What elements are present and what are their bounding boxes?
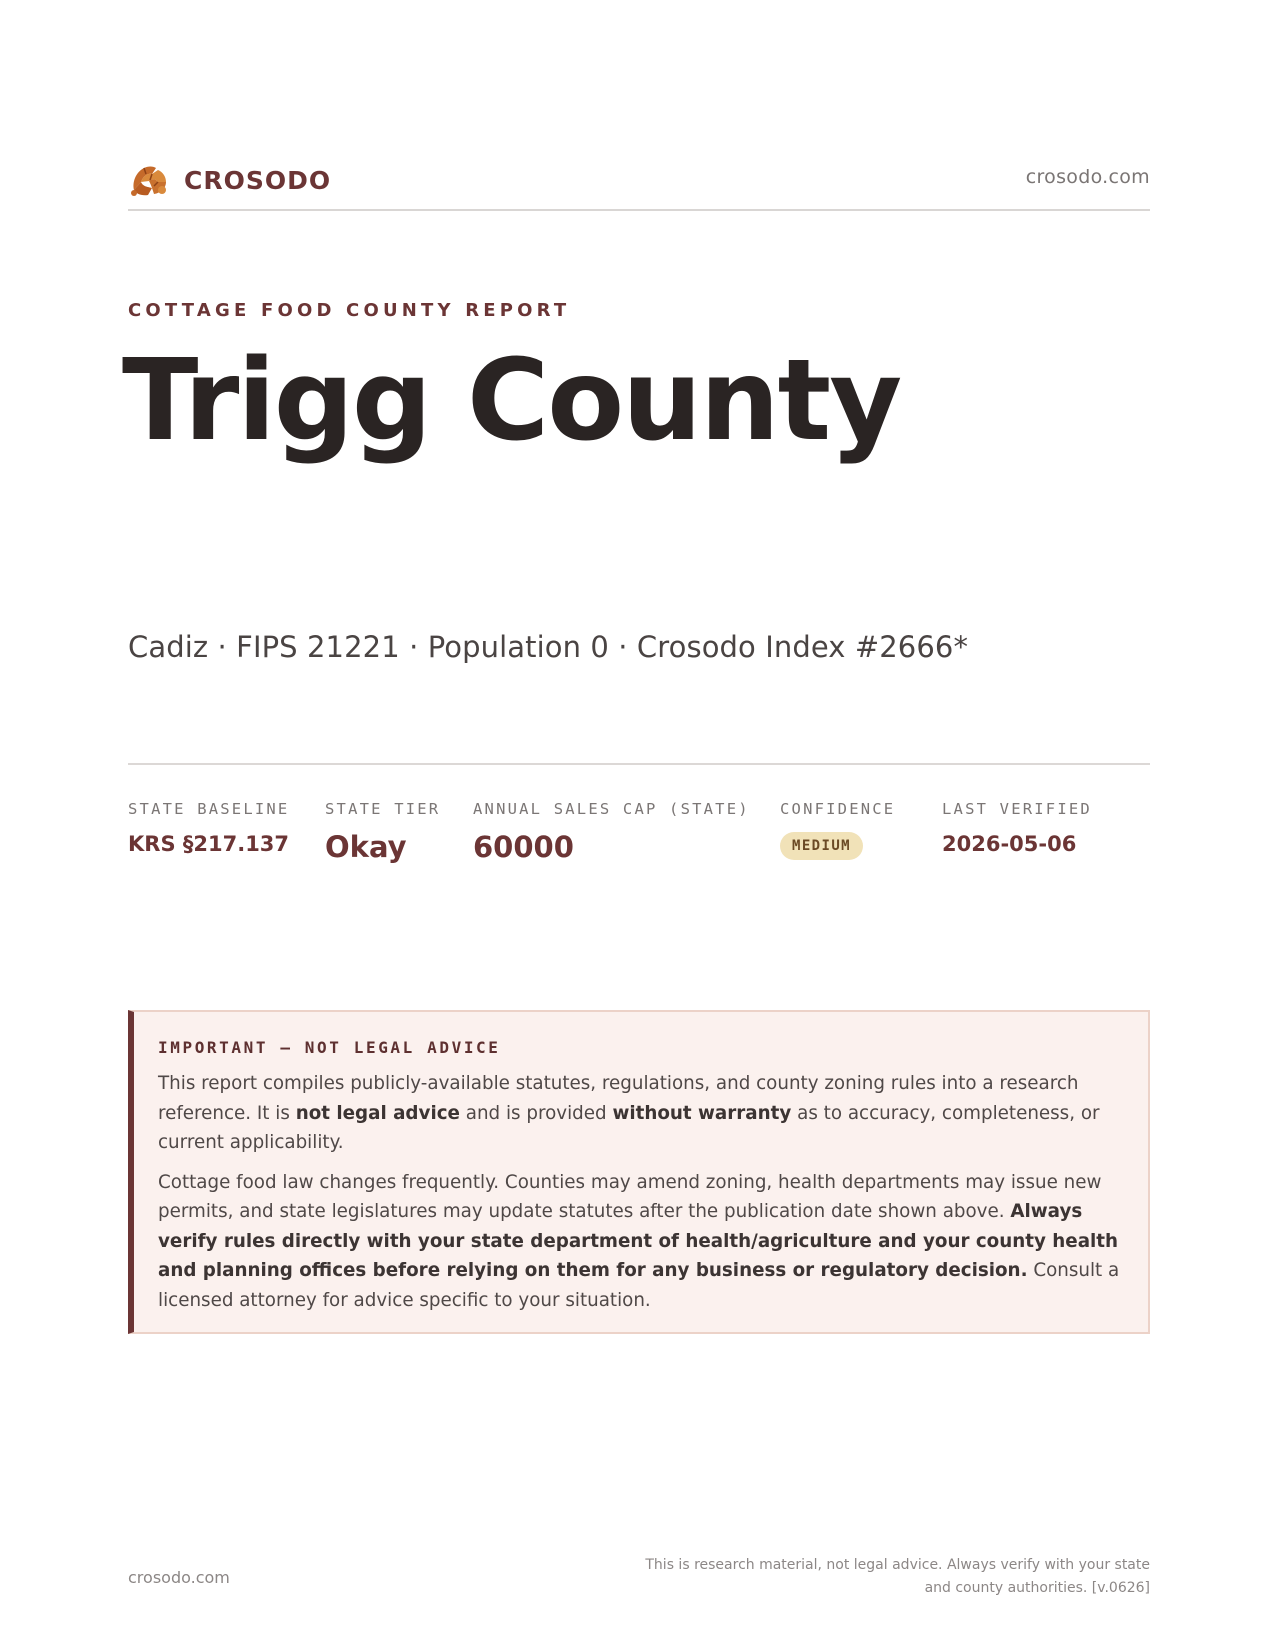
notice-emphasis: Always verify rules directly with your state department of health/agriculture and your county health and planning offices before relying on them for any business or regulatory decision. — [158, 1201, 1119, 1281]
notice-text: as to accuracy, completeness, or current applicability. — [158, 1102, 1100, 1153]
stat-annual-sales-cap — [473, 800, 750, 864]
page-title: Trigg County — [122, 336, 901, 466]
stat-label: STATE TIER — [325, 800, 441, 818]
notice-text: Cottage food law changes frequently. Counties may amend zoning, health departments may issue new permits, and state legislatures may update statutes after the publication date shown above. — [158, 1171, 1102, 1222]
confidence-badge: MEDIUM — [780, 832, 863, 860]
footer-disclaimer — [630, 1554, 1150, 1600]
footer-site-url[interactable]: crosodo.com — [128, 1568, 230, 1587]
divider — [128, 763, 1150, 765]
croissant-icon — [128, 160, 170, 200]
footer-disclaimer-line: and county authorities. [v.0626] — [924, 1580, 1150, 1596]
page-header — [128, 160, 1150, 211]
notice-text: This report compiles publicly-available statutes, regulations, and county zoning rules into a research reference. It is — [158, 1073, 1079, 1124]
stat-label: LAST VERIFIED — [942, 800, 1092, 818]
stat-state-baseline — [128, 800, 289, 856]
county-subtitle: Cadiz · FIPS 21221 · Population 0 · Crosodo Index #2666* — [128, 630, 969, 664]
stat-value: 2026-05-06 — [942, 832, 1077, 856]
notice-emphasis: without warranty — [612, 1102, 792, 1124]
footer-disclaimer-line: This is research material, not legal advice. Always verify with your state — [645, 1557, 1150, 1573]
stat-value: 60000 — [473, 830, 574, 864]
stat-label: ANNUAL SALES CAP (STATE) — [473, 800, 750, 818]
report-eyebrow: COTTAGE FOOD COUNTY REPORT — [128, 300, 571, 321]
notice-paragraph-2 — [158, 1168, 1122, 1316]
stat-last-verified — [942, 800, 1092, 856]
site-url-link[interactable]: crosodo.com — [1025, 166, 1150, 188]
brand[interactable] — [128, 160, 331, 200]
notice-heading: IMPORTANT — NOT LEGAL ADVICE — [158, 1038, 501, 1057]
legal-notice — [128, 1010, 1150, 1334]
stat-label: STATE BASELINE — [128, 800, 290, 818]
stat-label: CONFIDENCE — [780, 800, 896, 818]
notice-text: Consult a licensed attorney for advice specific to your situation. — [158, 1260, 1120, 1311]
notice-paragraph-1 — [158, 1069, 1122, 1158]
stat-value: Okay — [325, 830, 407, 864]
brand-name: CROSODO — [184, 165, 332, 195]
stat-value: KRS §217.137 — [128, 832, 290, 856]
stat-state-tier — [325, 800, 440, 864]
stat-confidence — [780, 800, 895, 860]
notice-emphasis: not legal advice — [295, 1102, 460, 1124]
notice-text: and is provided — [459, 1102, 613, 1124]
